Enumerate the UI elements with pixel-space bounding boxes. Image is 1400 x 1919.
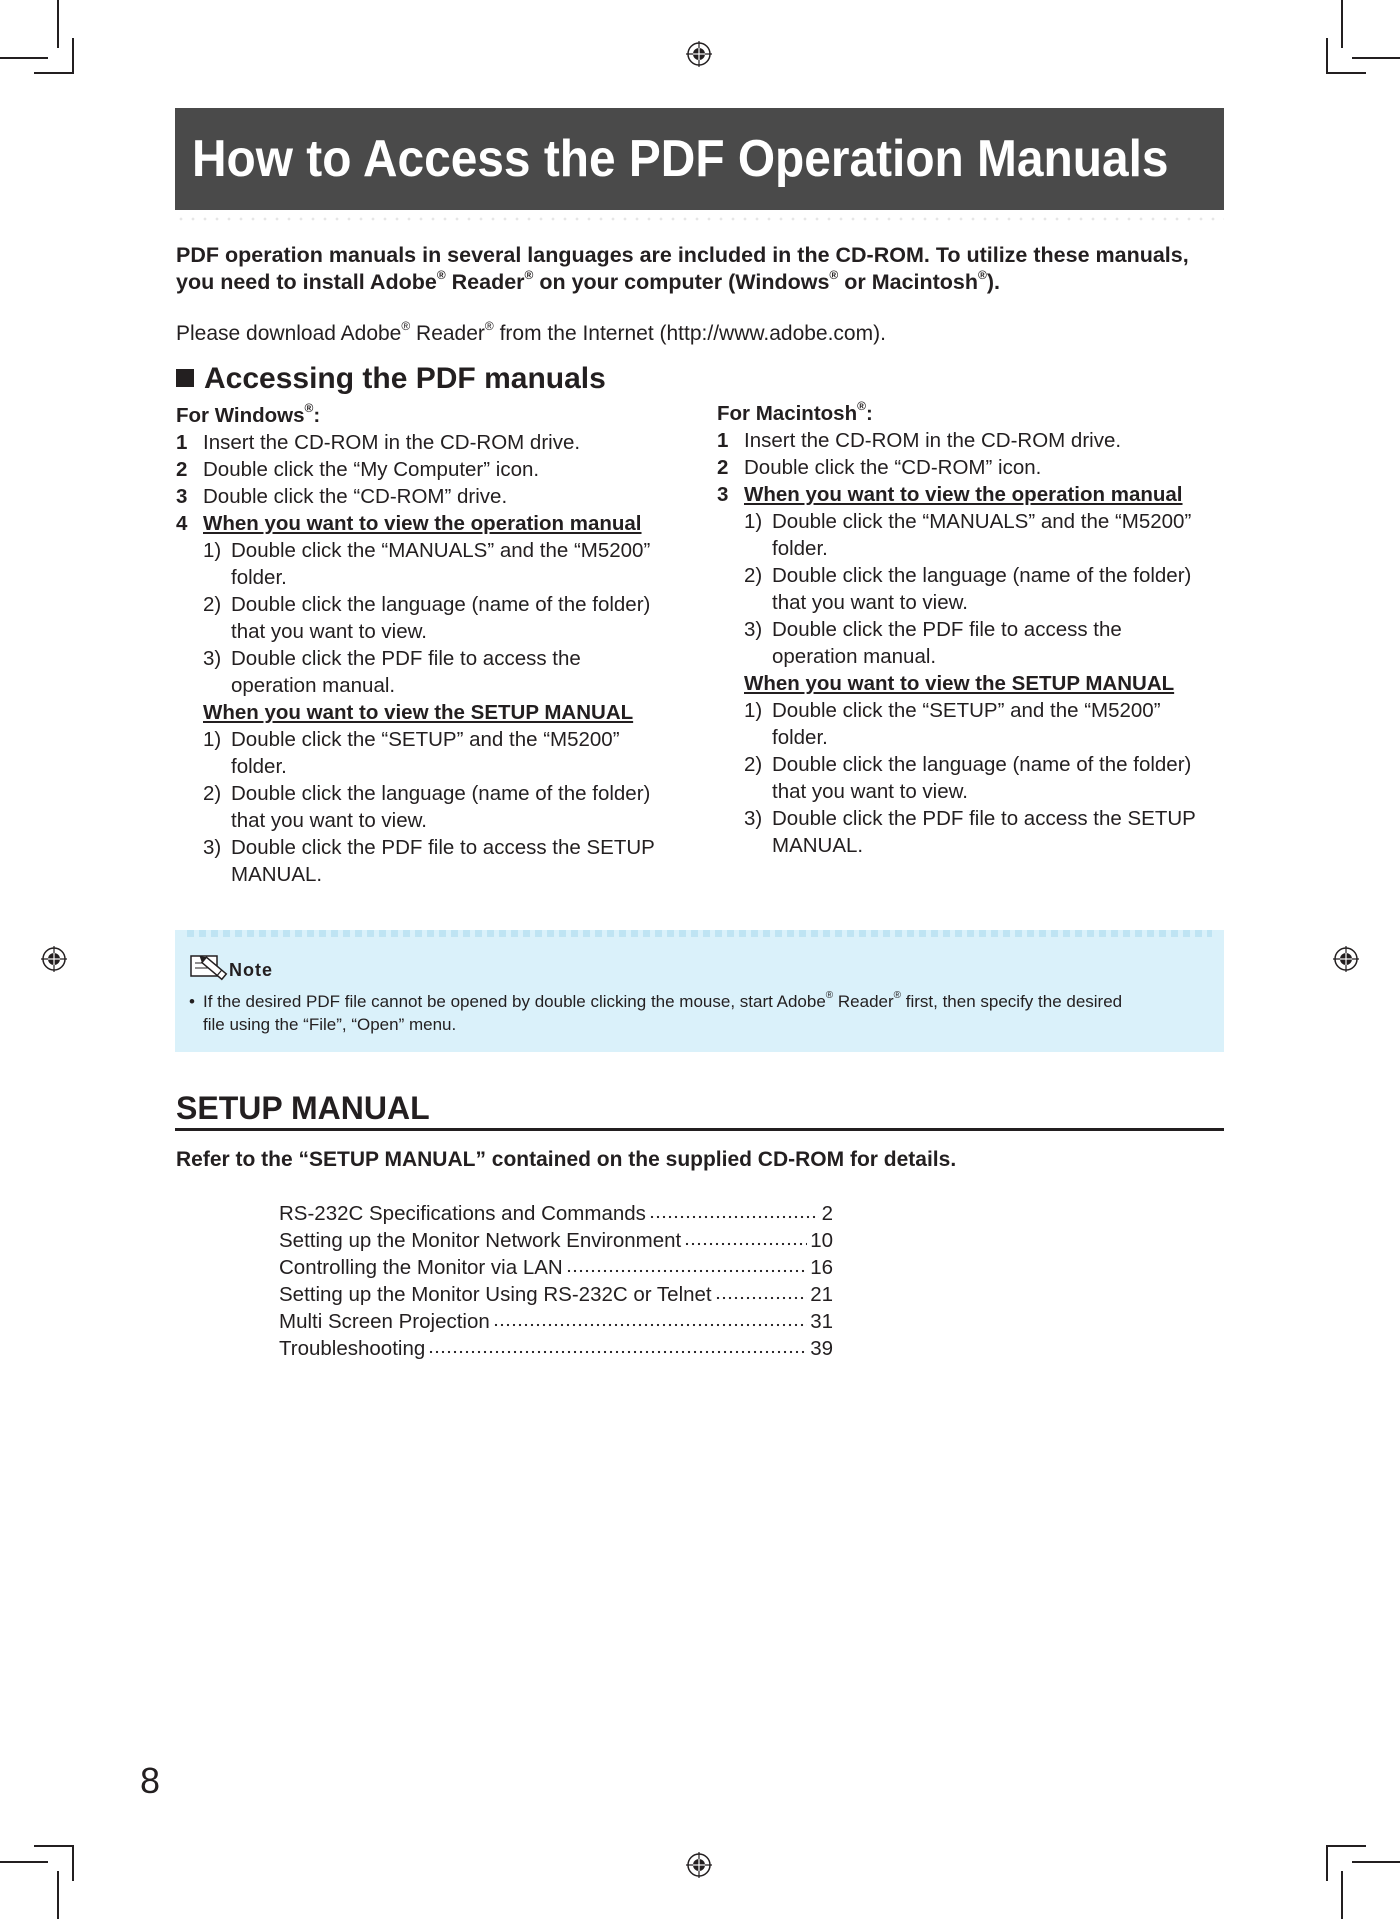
toc-entry: Controlling the Monitor via LAN 16 <box>279 1256 833 1279</box>
toc-leader-dots <box>684 1242 807 1246</box>
list-item: 2 Double click the “CD-ROM” icon. <box>717 456 1042 479</box>
list-item: 3 When you want to view the operation manual <box>717 483 1183 506</box>
registration-mark-icon <box>686 41 712 67</box>
list-item: 1 Insert the CD-ROM in the CD-ROM drive. <box>717 429 1122 452</box>
toc-entry: Multi Screen Projection 31 <box>279 1310 833 1333</box>
list-item: 1) Double click the “MANUALS” and the “M5200” folder. <box>744 510 1192 560</box>
list-item: 2) Double click the language (name of the folder) that you want to view. <box>203 593 651 643</box>
windows-heading: For Windows®: <box>176 401 321 427</box>
title-dotted-underline <box>175 216 1224 222</box>
list-item: 1) Double click the “SETUP” and the “M5200” folder. <box>744 699 1161 749</box>
list-item: 2) Double click the language (name of the folder) that you want to view. <box>744 753 1192 803</box>
toc-leader-dots <box>493 1323 807 1327</box>
note-label: Note <box>229 960 273 980</box>
setup-heading-rule <box>175 1128 1224 1131</box>
page-title: How to Access the PDF Operation Manuals <box>192 130 1169 188</box>
list-item: 1 Insert the CD-ROM in the CD-ROM drive. <box>176 431 581 454</box>
setup-manual-heading: SETUP MANUAL <box>176 1090 430 1126</box>
title-banner <box>175 108 1224 210</box>
mac-heading: For Macintosh®: <box>717 399 873 425</box>
list-item: 3) Double click the PDF file to access the operation manual. <box>203 647 581 697</box>
list-item: 3) Double click the PDF file to access the SETUP MANUAL. <box>203 836 655 886</box>
intro-paragraph: PDF operation manuals in several languages are included in the CD-ROM. To utilize these manuals, you need to install Adobe® Reader® on your computer (Windows® or Macintosh®). <box>176 243 1189 294</box>
setup-manual-subtitle: Refer to the “SETUP MANUAL” contained on the supplied CD-ROM for details. <box>176 1148 957 1171</box>
note-text: • If the desired PDF file cannot be opened by double clicking the mouse, start Adobe® Reader® first, then specify the desired file using the “File”, “Open” menu. <box>189 990 1123 1034</box>
windows-setup-subheading: When you want to view the SETUP MANUAL <box>203 701 634 724</box>
square-bullet-icon <box>176 369 194 387</box>
windows-instructions <box>176 402 696 888</box>
mac-setup-subheading: When you want to view the SETUP MANUAL <box>744 672 1175 695</box>
registration-mark-icon <box>41 946 67 972</box>
toc-entry: RS-232C Specifications and Commands 2 <box>279 1202 833 1225</box>
list-item: 3 Double click the “CD-ROM” drive. <box>176 485 508 508</box>
toc-entry: Setting up the Monitor Network Environment 10 <box>279 1229 833 1252</box>
list-item: 4 When you want to view the operation manual <box>176 512 642 535</box>
list-item: 3) Double click the PDF file to access the SETUP MANUAL. <box>744 807 1196 857</box>
table-of-contents <box>279 1200 833 1362</box>
section-heading: Accessing the PDF manuals <box>176 362 606 396</box>
list-item: 1) Double click the “SETUP” and the “M5200” folder. <box>203 728 620 778</box>
mac-instructions <box>717 400 1237 859</box>
note-dashed-border <box>187 930 1212 937</box>
list-item: 3) Double click the PDF file to access the operation manual. <box>744 618 1122 668</box>
download-note: Please download Adobe® Reader® from the Internet (http://www.adobe.com). <box>176 319 886 345</box>
toc-entry: Troubleshooting 39 <box>279 1337 833 1360</box>
toc-entry: Setting up the Monitor Using RS-232C or Telnet 21 <box>279 1283 833 1306</box>
toc-leader-dots <box>715 1296 808 1300</box>
registration-mark-icon <box>1333 946 1359 972</box>
toc-leader-dots <box>649 1215 819 1219</box>
toc-leader-dots <box>428 1350 807 1354</box>
list-item: 1) Double click the “MANUALS” and the “M5200” folder. <box>203 539 651 589</box>
registration-mark-icon <box>686 1852 712 1878</box>
toc-leader-dots <box>566 1269 807 1273</box>
page-number: 8 <box>140 1760 161 1801</box>
list-item: 2 Double click the “My Computer” icon. <box>176 458 540 481</box>
pencil-note-icon <box>189 950 231 982</box>
list-item: 2) Double click the language (name of the folder) that you want to view. <box>744 564 1192 614</box>
list-item: 2) Double click the language (name of the folder) that you want to view. <box>203 782 651 832</box>
note-box <box>175 930 1224 1052</box>
